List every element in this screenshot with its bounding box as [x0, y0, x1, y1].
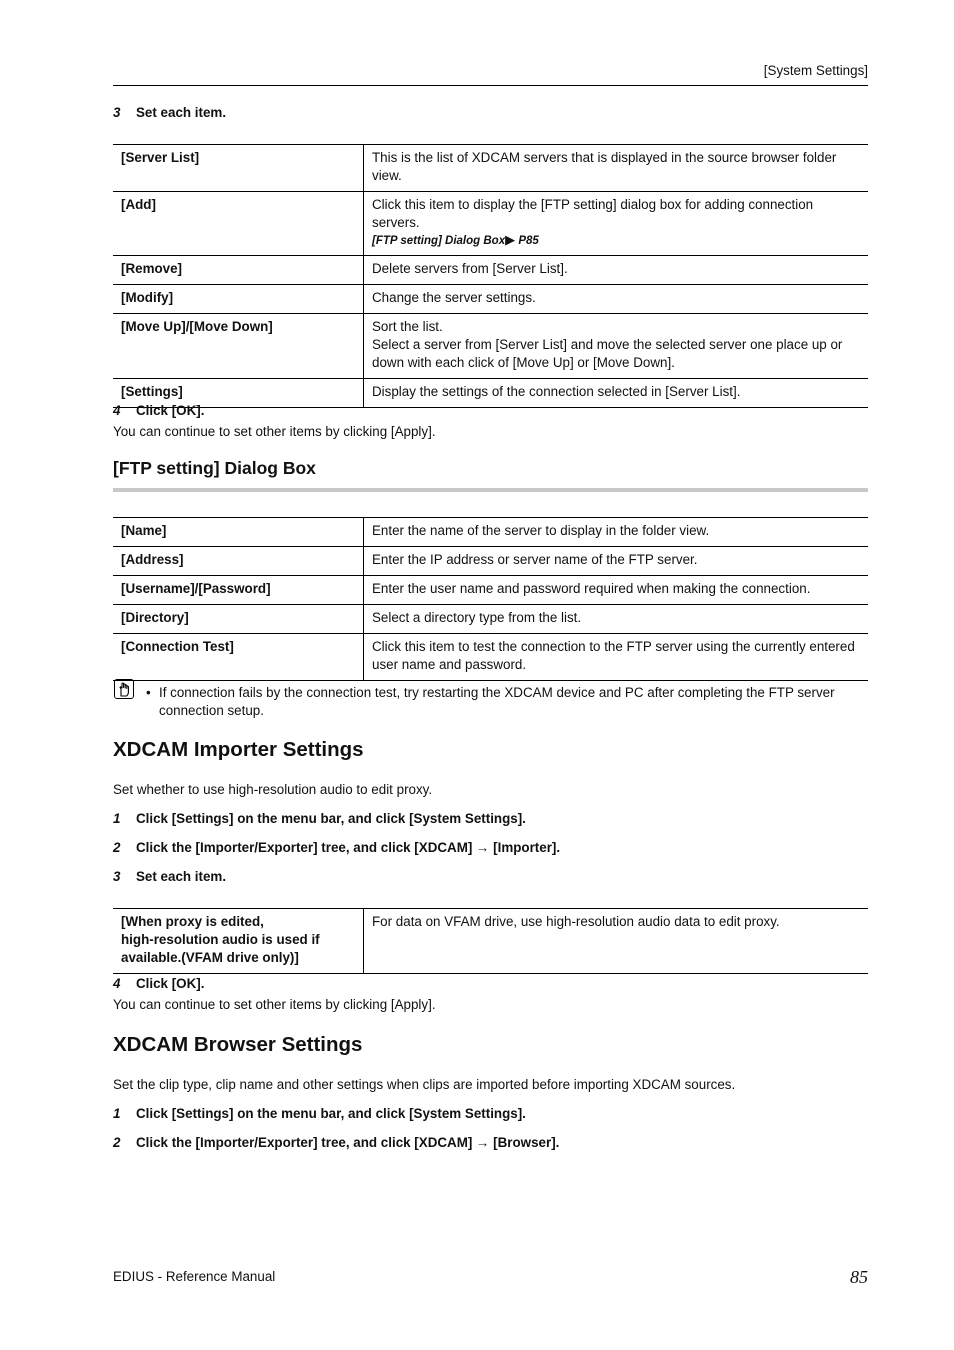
table-key: [Address] [113, 547, 364, 576]
running-header: [System Settings] [763, 63, 868, 78]
note-text: If connection fails by the connection test, try restarting the XDCAM device and PC after completing the FTP server connection setup. [159, 685, 835, 718]
step-number: 4 [113, 403, 121, 418]
step-text: Click [Settings] on the menu bar, and click [System Settings]. [136, 1106, 526, 1121]
table-key: [Add] [113, 192, 364, 256]
table-row [113, 314, 868, 379]
bullet: • [146, 685, 151, 700]
table-value: Enter the user name and password required when making the connection. [364, 576, 869, 605]
step-number: 3 [113, 105, 121, 120]
table-value-line: Select a server from [Server List] and move the selected server one place up or down with each click of [Move Up] or [Move Down]. [372, 337, 843, 370]
memo-hand-icon [114, 679, 134, 699]
table-key-line: high-resolution audio is used if [121, 932, 320, 947]
step-1-importer [113, 810, 526, 828]
table-value: Display the settings of the connection selected in [Server List]. [364, 379, 869, 408]
table-key-line: [When proxy is edited, [121, 914, 264, 929]
table-row [113, 518, 868, 547]
heading-rule [113, 488, 868, 492]
table-key: [Connection Test] [113, 634, 364, 681]
step-3-server [113, 104, 226, 122]
note [146, 684, 866, 720]
section-intro: Set whether to use high-resolution audio to edit proxy. [113, 782, 433, 797]
table-row [113, 256, 868, 285]
table-value: Enter the name of the server to display in the folder view. [364, 518, 869, 547]
step-text: Click the [Importer/Exporter] tree, and click [XDCAM] → [Importer]. [136, 840, 561, 855]
header-rule [113, 85, 868, 86]
table-key: [Server List] [113, 145, 364, 192]
step-text: Click [OK]. [136, 976, 205, 991]
table-row [113, 192, 868, 256]
table-key: [Settings] [113, 379, 364, 408]
apply-note: You can continue to set other items by clicking [Apply]. [113, 997, 436, 1012]
table-value: Delete servers from [Server List]. [364, 256, 869, 285]
table-row [113, 547, 868, 576]
table-value: Enter the IP address or server name of the FTP server. [364, 547, 869, 576]
arrow-right-icon: ▶ [505, 232, 516, 247]
step-text: Set each item. [136, 869, 227, 884]
table-value-line: Sort the list. [372, 319, 443, 334]
section-heading-importer: XDCAM Importer Settings [113, 738, 364, 761]
table-row [113, 576, 868, 605]
step-2-importer [113, 839, 560, 857]
step-text: Click [Settings] on the menu bar, and click [System Settings]. [136, 811, 526, 826]
step-4-importer [113, 975, 204, 993]
table-key [113, 909, 364, 974]
table-key: [Name] [113, 518, 364, 547]
table-key: [Modify] [113, 285, 364, 314]
step-2-browser [113, 1134, 559, 1152]
table-value [364, 314, 869, 379]
table-row [113, 379, 868, 408]
table-key-line: available.(VFAM drive only)] [121, 950, 299, 965]
step-4-server [113, 402, 204, 420]
table-row [113, 605, 868, 634]
step-number: 1 [113, 1106, 121, 1121]
step-3-importer [113, 868, 226, 886]
step-number: 4 [113, 976, 121, 991]
step-text: Click the [Importer/Exporter] tree, and click [XDCAM] → [Browser]. [136, 1135, 560, 1150]
apply-note: You can continue to set other items by clicking [Apply]. [113, 424, 436, 439]
section-heading-browser: XDCAM Browser Settings [113, 1033, 363, 1056]
table-value: Click this item to test the connection to the FTP server using the currently entered user name and password. [364, 634, 869, 681]
cross-reference-link[interactable] [372, 232, 860, 249]
step-number: 1 [113, 811, 121, 826]
table-key: [Directory] [113, 605, 364, 634]
table-row [113, 909, 868, 974]
step-number: 3 [113, 869, 121, 884]
table-key: [Remove] [113, 256, 364, 285]
step-number: 2 [113, 1135, 121, 1150]
table-value-text: Click this item to display the [FTP setting] dialog box for adding connection servers. [372, 197, 814, 230]
step-text: Click [OK]. [136, 403, 205, 418]
cross-reference-page: P85 [518, 235, 539, 247]
section-intro: Set the clip type, clip name and other settings when clips are imported before importing XDCAM sources. [113, 1077, 736, 1092]
table-row [113, 145, 868, 192]
table-key: [Username]/[Password] [113, 576, 364, 605]
table-value [364, 192, 869, 256]
step-number: 2 [113, 840, 121, 855]
table-value: For data on VFAM drive, use high-resolution audio data to edit proxy. [364, 909, 869, 974]
table-key: [Move Up]/[Move Down] [113, 314, 364, 379]
table-row [113, 285, 868, 314]
importer-settings-table [113, 908, 868, 974]
table-row [113, 634, 868, 681]
table-value: Change the server settings. [364, 285, 869, 314]
cross-reference-title: [FTP setting] Dialog Box [372, 235, 506, 247]
section-heading-ftp: [FTP setting] Dialog Box [113, 458, 316, 478]
table-value: Select a directory type from the list. [364, 605, 869, 634]
footer-manual-title: EDIUS - Reference Manual [113, 1269, 276, 1284]
step-text: Set each item. [136, 105, 227, 120]
server-settings-table [113, 144, 868, 408]
table-value: This is the list of XDCAM servers that is displayed in the source browser folder view. [364, 145, 869, 192]
page-number: 85 [850, 1267, 868, 1287]
step-1-browser [113, 1105, 526, 1123]
ftp-settings-table [113, 517, 868, 681]
